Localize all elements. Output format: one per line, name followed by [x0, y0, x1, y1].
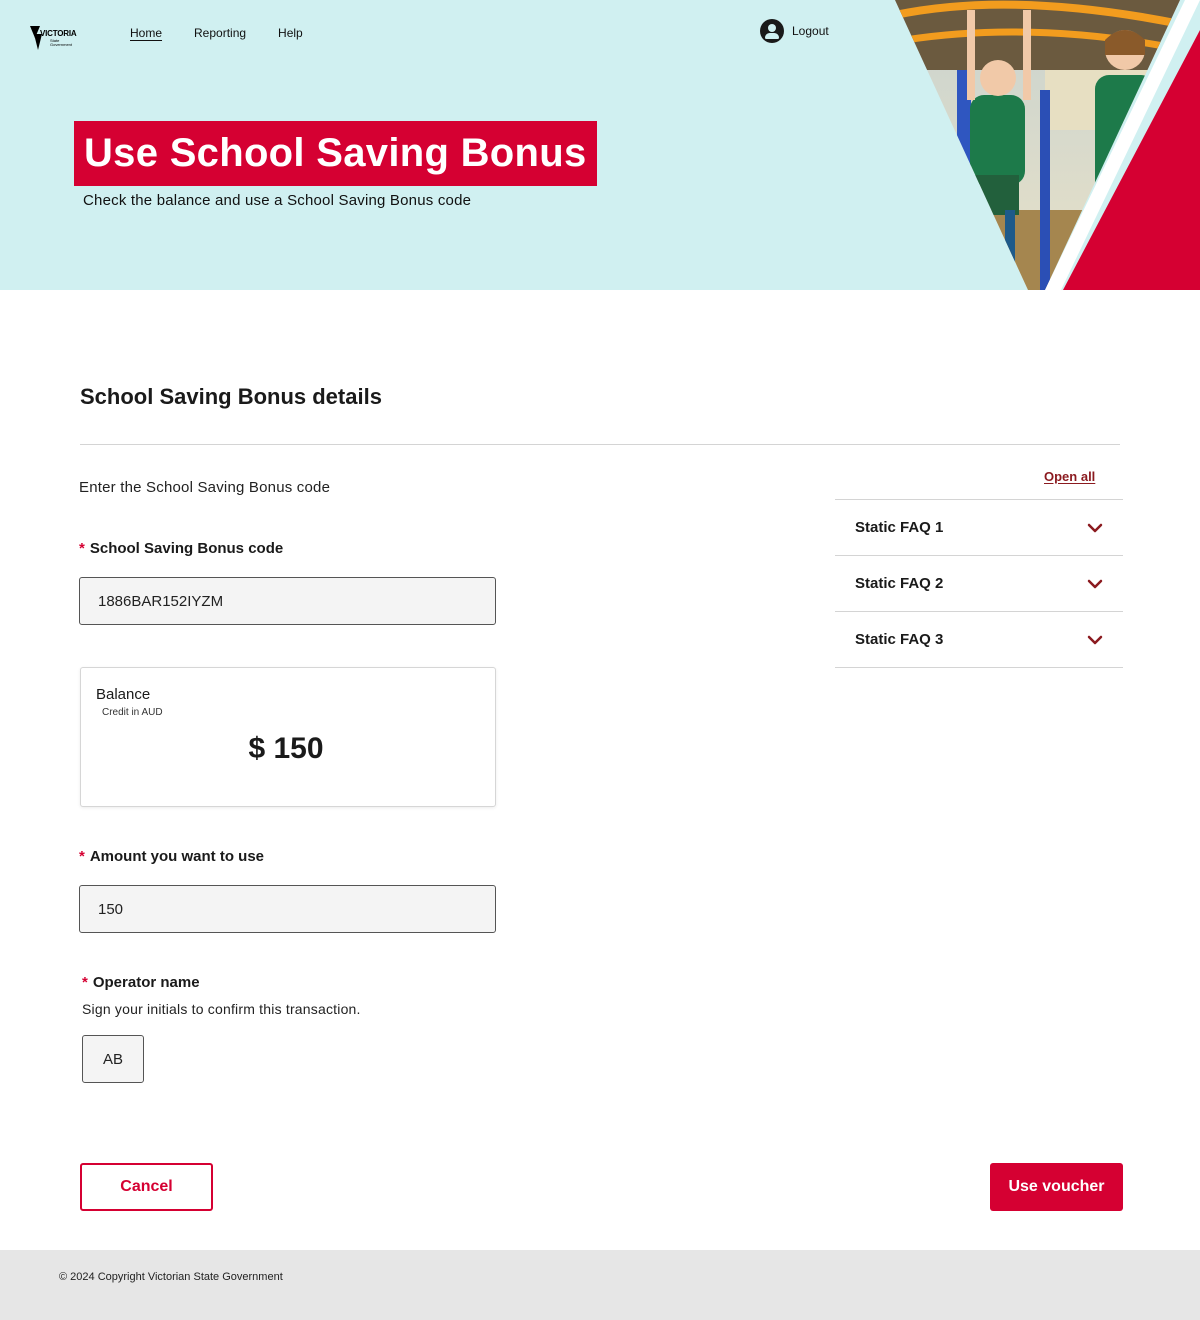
hero-photo-children-playground [895, 0, 1200, 290]
faq-accordion [835, 499, 1123, 668]
balance-value: $ 150 [248, 732, 324, 765]
faq-question: Static FAQ 3 [855, 631, 944, 648]
cancel-button[interactable]: Cancel [80, 1163, 213, 1211]
faq-question: Static FAQ 1 [855, 519, 944, 536]
faq-item-2[interactable] [835, 556, 1123, 612]
balance-currency-note: Credit in AUD [102, 707, 163, 718]
open-all-link[interactable]: Open all [1044, 469, 1096, 484]
faq-item-1[interactable] [835, 500, 1123, 556]
hero-banner [0, 0, 1200, 290]
chevron-down-icon [1087, 579, 1103, 589]
operator-help-text: Sign your initials to confirm this transaction. [82, 1001, 361, 1017]
logo-subtext: State Government [50, 38, 73, 47]
logo-wordmark: VICTORIA [40, 29, 77, 38]
balance-card [80, 667, 496, 807]
chevron-down-icon [1087, 523, 1103, 533]
code-field-label [79, 540, 283, 557]
required-mark: * [82, 974, 88, 991]
required-mark: * [79, 848, 85, 865]
logout-button[interactable] [760, 19, 829, 43]
victoria-state-government-logo[interactable] [30, 24, 78, 52]
page-title: Use School Saving Bonus [84, 131, 587, 175]
page-subtitle: Check the balance and use a School Saving Bonus code [83, 192, 472, 209]
school-saving-bonus-code-input[interactable] [79, 577, 496, 625]
faq-item-3[interactable] [835, 612, 1123, 668]
logout-label: Logout [792, 24, 829, 38]
amount-label-text: Amount you want to use [89, 848, 265, 865]
page-footer [0, 1250, 1200, 1320]
nav-help[interactable]: Help [278, 26, 303, 40]
main-nav [130, 26, 335, 42]
nav-reporting[interactable]: Reporting [194, 26, 247, 40]
faq-question: Static FAQ 2 [855, 575, 944, 592]
operator-field-label [82, 974, 200, 991]
balance-title: Balance [96, 686, 151, 703]
operator-initials-input[interactable] [82, 1035, 144, 1083]
section-divider [80, 444, 1120, 445]
page-title-box [74, 121, 597, 186]
operator-label-text: Operator name [92, 974, 200, 991]
required-mark: * [79, 540, 85, 557]
section-title: School Saving Bonus details [80, 384, 382, 409]
copyright-text: © 2024 Copyright Victorian State Government [59, 1271, 283, 1283]
code-label-text: School Saving Bonus code [89, 540, 284, 557]
use-voucher-button[interactable]: Use voucher [990, 1163, 1123, 1211]
nav-home[interactable]: Home [130, 26, 163, 40]
amount-input[interactable] [79, 885, 496, 933]
chevron-down-icon [1087, 635, 1103, 645]
user-account-icon [760, 19, 784, 43]
amount-field-label [79, 848, 264, 865]
intro-text: Enter the School Saving Bonus code [79, 479, 331, 496]
